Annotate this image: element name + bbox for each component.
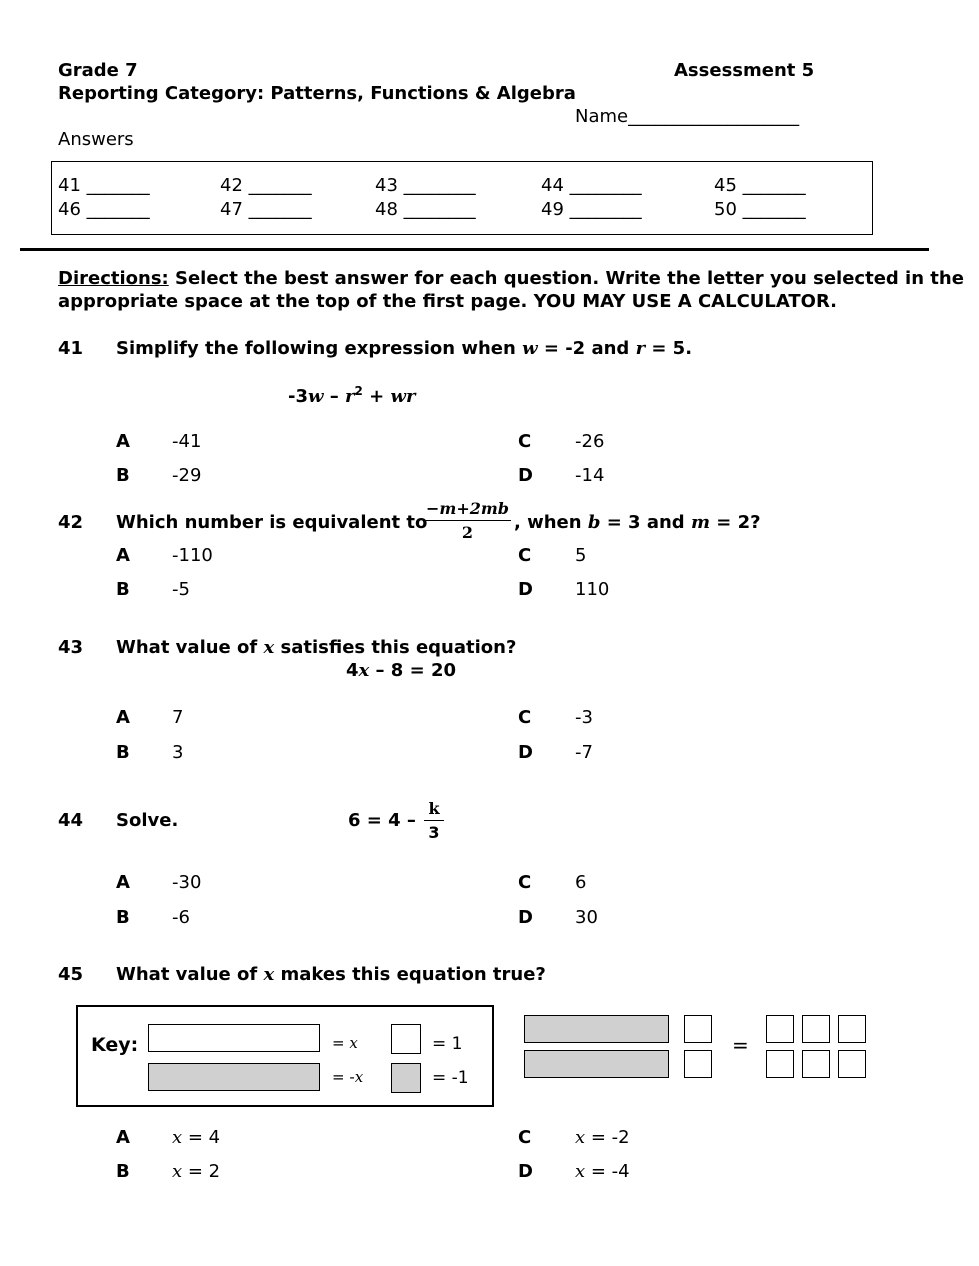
question-number-41: 41 (58, 338, 84, 359)
answer-blank-42[interactable]: 42 _______ (220, 175, 312, 196)
option-value-43d: -7 (575, 742, 593, 763)
option-letter-45c[interactable]: C (518, 1127, 532, 1148)
option-letter-42a[interactable]: A (116, 545, 130, 566)
unit-tile-icon (766, 1015, 794, 1043)
option-letter-43b[interactable]: B (116, 742, 130, 763)
option-value-43c: -3 (575, 707, 593, 728)
answer-blank-45[interactable]: 45 _______ (714, 175, 806, 196)
unit-tile-icon (838, 1015, 866, 1043)
option-letter-45b[interactable]: B (116, 1161, 130, 1182)
neg-x-tile-icon (524, 1050, 669, 1078)
unit-tile-icon (684, 1015, 712, 1043)
divider-rule (20, 248, 929, 251)
answer-blank-41[interactable]: 41 _______ (58, 175, 150, 196)
option-letter-41d[interactable]: D (518, 465, 533, 486)
grade-label: Grade 7 (58, 60, 138, 81)
answer-blank-48[interactable]: 48 ________ (375, 199, 476, 220)
fraction-denominator: 2 (461, 523, 474, 542)
name-field[interactable]: Name___________________ (575, 106, 800, 127)
x-tile-label: = x (332, 1034, 358, 1052)
neg-x-tile-label: = -x (332, 1068, 364, 1086)
question-43-equation: 4x – 8 = 20 (346, 660, 456, 681)
option-value-41d: -14 (575, 465, 605, 486)
unit-tile-icon (684, 1050, 712, 1078)
question-44-equation: 6 = 4 – (348, 810, 416, 831)
equals-sign: = (732, 1033, 749, 1057)
option-value-45c: x = -2 (575, 1127, 630, 1148)
option-letter-42b[interactable]: B (116, 579, 130, 600)
option-letter-41c[interactable]: C (518, 431, 532, 452)
neg-x-tile-icon (148, 1063, 320, 1091)
option-value-42c: 5 (575, 545, 587, 566)
fraction-numerator: k (424, 799, 444, 821)
x-tile-icon (148, 1024, 320, 1052)
answer-blank-43[interactable]: 43 ________ (375, 175, 476, 196)
option-letter-44a[interactable]: A (116, 872, 130, 893)
directions-label: Directions: (58, 268, 169, 289)
question-44-prompt: Solve. (116, 810, 179, 831)
unit-tile-icon (391, 1024, 421, 1054)
question-42-fraction (424, 499, 511, 542)
option-letter-45a[interactable]: A (116, 1127, 130, 1148)
question-41-expression: $-3w - r^2$ + wr (288, 384, 416, 407)
answer-blank-49[interactable]: 49 ________ (541, 199, 642, 220)
neg-unit-tile-label: = -1 (432, 1068, 469, 1088)
answer-blank-44[interactable]: 44 ________ (541, 175, 642, 196)
option-value-44b: -6 (172, 907, 190, 928)
option-letter-41b[interactable]: B (116, 465, 130, 486)
option-letter-44b[interactable]: B (116, 907, 130, 928)
question-number-45: 45 (58, 964, 84, 985)
question-42-prompt: Which number is equivalent to (116, 512, 428, 533)
option-value-44d: 30 (575, 907, 598, 928)
unit-tile-icon (766, 1050, 794, 1078)
unit-tile-icon (802, 1015, 830, 1043)
option-letter-44d[interactable]: D (518, 907, 533, 928)
option-letter-43a[interactable]: A (116, 707, 130, 728)
fraction-numerator: −m+2mb (424, 499, 511, 521)
question-45-prompt: What value of x makes this equation true? (116, 964, 546, 985)
assessment-label: Assessment 5 (674, 60, 815, 81)
answer-blank-50[interactable]: 50 _______ (714, 199, 806, 220)
answer-blank-46[interactable]: 46 _______ (58, 199, 150, 220)
option-value-41a: -41 (172, 431, 202, 452)
key-label: Key: (91, 1034, 139, 1056)
option-value-43b: 3 (172, 742, 184, 763)
option-value-41c: -26 (575, 431, 605, 452)
neg-unit-tile-icon (391, 1063, 421, 1093)
question-42-prompt-end: , when b = 3 and m = 2? (514, 512, 761, 533)
answer-blank-47[interactable]: 47 _______ (220, 199, 312, 220)
answers-label: Answers (58, 129, 134, 150)
neg-x-tile-icon (524, 1015, 669, 1043)
question-44-fraction (424, 799, 444, 842)
directions-text-1: Select the best answer for each question. Write the letter you selected in the (168, 268, 964, 289)
option-letter-43d[interactable]: D (518, 742, 533, 763)
option-value-45b: x = 2 (172, 1161, 221, 1182)
option-value-42a: -110 (172, 545, 213, 566)
option-letter-42c[interactable]: C (518, 545, 532, 566)
option-letter-43c[interactable]: C (518, 707, 532, 728)
option-value-43a: 7 (172, 707, 184, 728)
directions (58, 268, 964, 289)
question-41-prompt: Simplify the following expression when w = -2 and r = 5. (116, 338, 693, 359)
answer-grid (51, 161, 873, 235)
option-value-42d: 110 (575, 579, 610, 600)
option-value-45a: x = 4 (172, 1127, 221, 1148)
algebra-tile-key (76, 1005, 494, 1107)
question-number-44: 44 (58, 810, 84, 831)
option-value-44a: -30 (172, 872, 202, 893)
question-number-43: 43 (58, 637, 84, 658)
option-value-42b: -5 (172, 579, 190, 600)
option-value-45d: x = -4 (575, 1161, 630, 1182)
option-value-44c: 6 (575, 872, 587, 893)
option-letter-45d[interactable]: D (518, 1161, 533, 1182)
fraction-denominator: 3 (428, 823, 440, 842)
question-43-prompt: What value of x satisfies this equation? (116, 637, 517, 658)
unit-tile-icon (802, 1050, 830, 1078)
option-letter-44c[interactable]: C (518, 872, 532, 893)
option-letter-42d[interactable]: D (518, 579, 533, 600)
option-value-41b: -29 (172, 465, 202, 486)
option-letter-41a[interactable]: A (116, 431, 130, 452)
question-number-42: 42 (58, 512, 84, 533)
unit-tile-icon (838, 1050, 866, 1078)
unit-tile-label: = 1 (432, 1034, 463, 1054)
directions-text-2: appropriate space at the top of the first page. YOU MAY USE A CALCULATOR. (58, 291, 838, 312)
reporting-category: Reporting Category: Patterns, Functions & Algebra (58, 83, 576, 104)
